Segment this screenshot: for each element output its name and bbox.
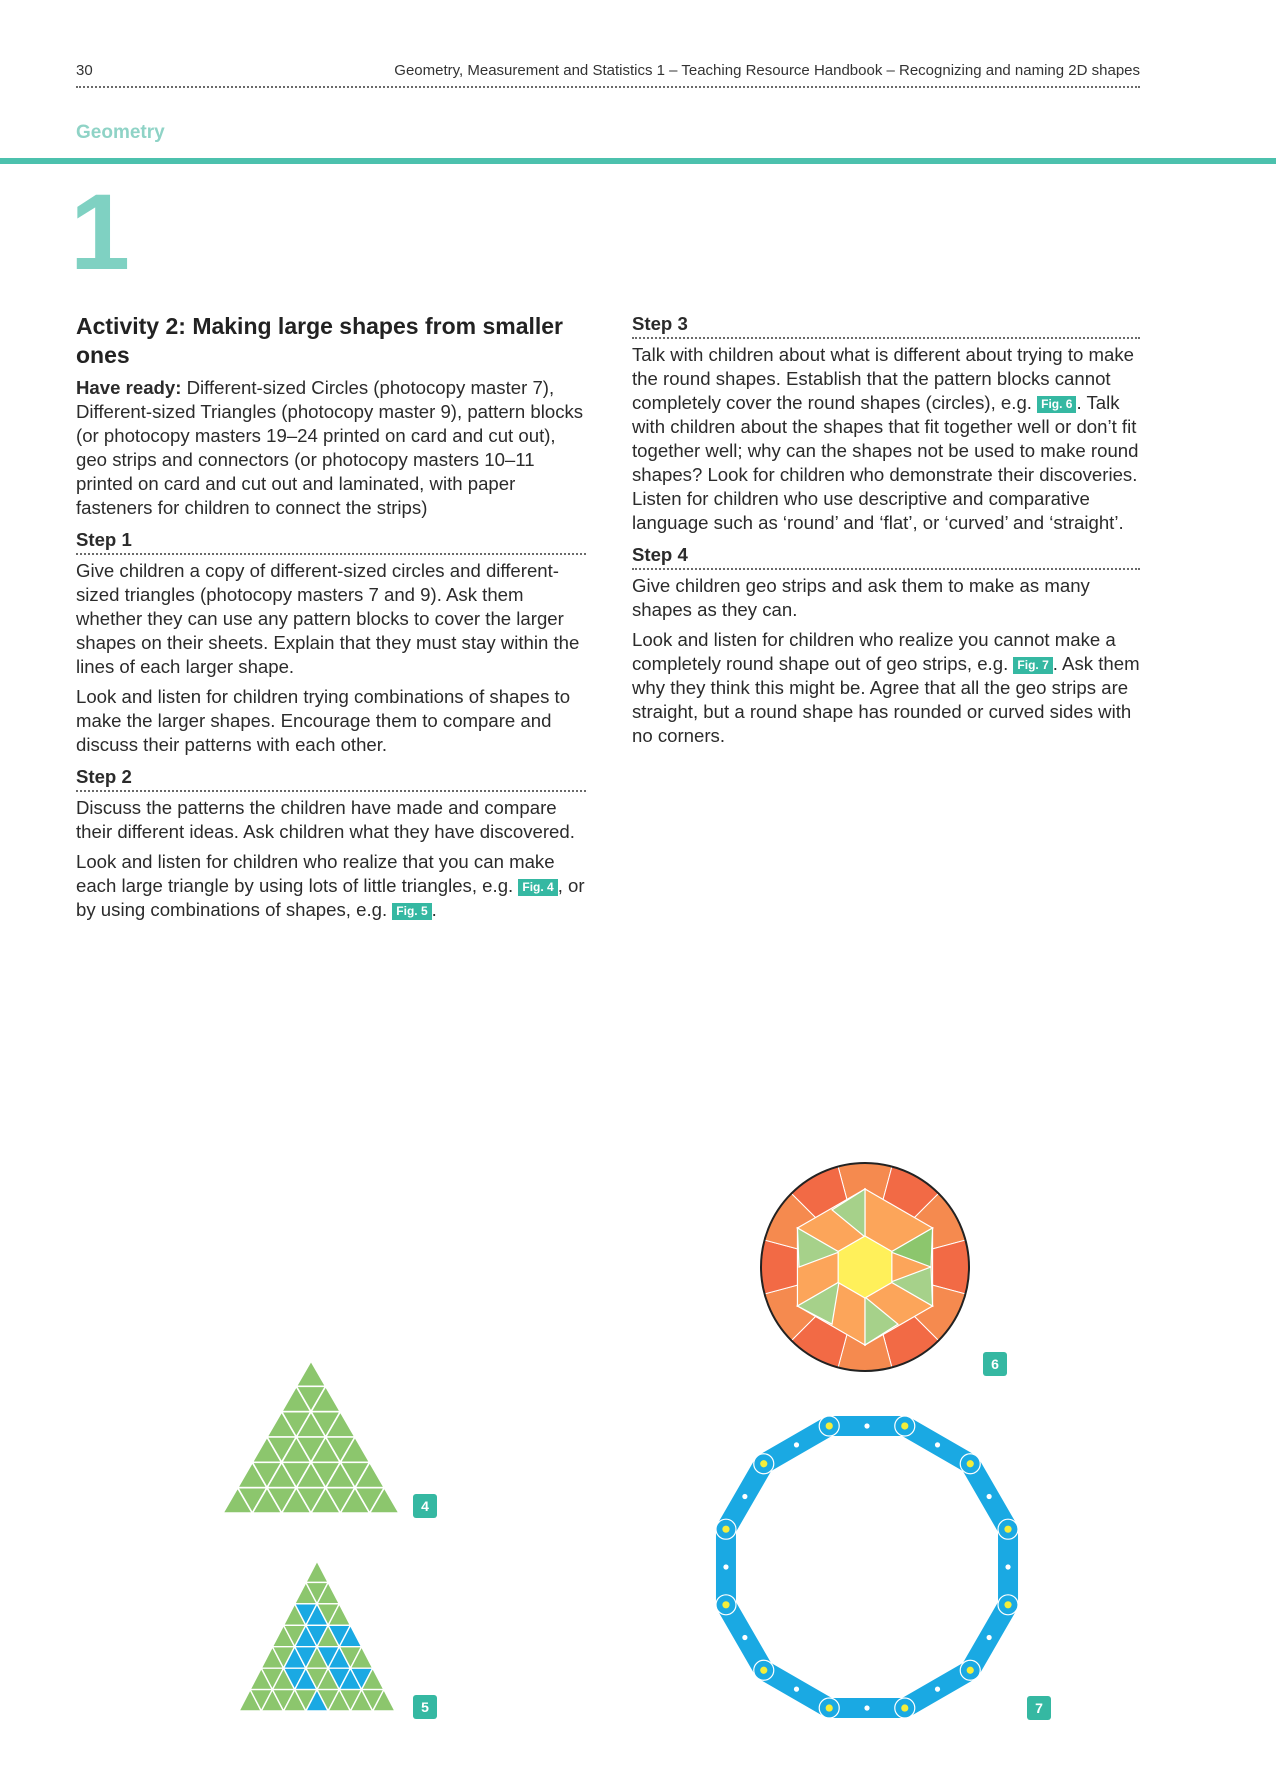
step-1-paragraph-2: Look and listen for children trying combinations of shapes to make the larger shapes. Encourage them to compare and discuss their patterns with each other. <box>76 686 571 755</box>
strip-hole <box>794 1687 799 1692</box>
strip-hole <box>935 1687 940 1692</box>
circle-fill-group <box>758 1160 972 1374</box>
step-2-paragraph-2 <box>76 850 586 922</box>
connector-fastener <box>967 1667 974 1674</box>
strip-hole <box>987 1635 992 1640</box>
figure-5-label: 5 <box>413 1695 437 1719</box>
step-4-text-b: . Ask them why they think this might be. Agree that all the geo strips are straight, but a round shape has rounded or curved sides with no corners. <box>632 653 1140 746</box>
strip-hole <box>1005 1564 1010 1569</box>
section-rule <box>0 158 1276 164</box>
figure-4-triangle-of-triangles <box>220 1358 402 1516</box>
fig-6-reference[interactable]: Fig. 6 <box>1037 396 1076 413</box>
figure-6-label: 6 <box>983 1352 1007 1376</box>
triangle-piece <box>306 1561 328 1582</box>
step-1-paragraph-1: Give children a copy of different-sized circles and different-sized triangles (photocopy masters 7 and 9). Ask them whether they can use any pattern blocks to cover the larger shapes on their sheets. Explain that they must stay within the lines of each larger shape. <box>76 560 580 677</box>
section-label: Geometry <box>76 122 165 143</box>
figure-7-geo-strips-polygon <box>710 1410 1024 1724</box>
step-2-text-a: Look and listen for children who realize that you can make each large triangle by using lots of little triangles, e.g. <box>76 851 555 896</box>
figure-6-circle-pattern <box>758 1160 972 1374</box>
step-1-heading: Step 1 <box>76 528 586 555</box>
connector-fastener <box>826 1422 833 1429</box>
strip-hole <box>935 1442 940 1447</box>
small-triangle <box>296 1361 325 1386</box>
strip-hole <box>723 1564 728 1569</box>
have-ready-paragraph <box>76 376 586 520</box>
page-header <box>76 62 1140 88</box>
step-4-text-a: Look and listen for children who realize you cannot make a completely round shape out of geo strips, e.g. <box>632 629 1116 674</box>
figure-7-label: 7 <box>1027 1696 1051 1720</box>
step-3-text-a: Talk with children about what is different about trying to make the round shapes. Establish that the pattern blocks cannot completely cover the round shapes (circles), e.g. <box>632 344 1134 413</box>
step-2-text-b: , or by using combinations of shapes, e.g. <box>76 875 585 920</box>
running-head: Geometry, Measurement and Statistics 1 – Teaching Resource Handbook – Recognizing and naming 2D shapes <box>394 62 1140 79</box>
fig-5-reference[interactable]: Fig. 5 <box>392 903 431 920</box>
right-column <box>632 312 1140 754</box>
step-4-paragraph-1: Give children geo strips and ask them to make as many shapes as they can. <box>632 575 1090 620</box>
strip-hole <box>987 1494 992 1499</box>
step-2-heading: Step 2 <box>76 765 586 792</box>
step-2-paragraph-1: Discuss the patterns the children have made and compare their different ideas. Ask children what they have discovered. <box>76 797 575 842</box>
chapter-number: 1 <box>70 171 131 292</box>
strip-hole <box>794 1442 799 1447</box>
left-column <box>76 312 586 928</box>
connector-fastener <box>1004 1526 1011 1533</box>
connector-fastener <box>826 1704 833 1711</box>
strip-hole <box>742 1635 747 1640</box>
strip-hole <box>864 1423 869 1428</box>
fig-4-reference[interactable]: Fig. 4 <box>518 879 557 896</box>
strip-hole <box>742 1494 747 1499</box>
figure-4-label: 4 <box>413 1494 437 1518</box>
connector-fastener <box>722 1601 729 1608</box>
step-3-text-b: . Talk with children about the shapes that fit together well or don’t fit together well; why can the shapes not be used to make round shapes? Look for children who demonstrate their discoveries. Listen for children who use descriptive and comparative language such as ‘round’ and ‘flat’, or ‘curved’ and ‘straight’. <box>632 392 1139 533</box>
step-3-heading: Step 3 <box>632 312 1140 339</box>
fig-7-reference[interactable]: Fig. 7 <box>1013 657 1052 674</box>
have-ready-label: Have ready: <box>76 377 182 398</box>
connector-fastener <box>1004 1601 1011 1608</box>
step-3-paragraph-1 <box>632 343 1140 535</box>
step-2-text-c: . <box>431 899 437 920</box>
activity-title: Activity 2: Making large shapes from smaller ones <box>76 313 564 368</box>
step-4-paragraph-2 <box>632 628 1140 748</box>
connector-fastener <box>901 1422 908 1429</box>
have-ready-text: Different-sized Circles (photocopy master 7), Different-sized Triangles (photocopy master 9), pattern blocks (or photocopy masters 19–24 printed on card and cut out), geo strips and connectors (or photocopy masters 10–11 printed on card and cut out and laminated, with paper fasteners for children to connect the strips) <box>76 377 584 518</box>
connector-fastener <box>901 1704 908 1711</box>
strip-hole <box>864 1705 869 1710</box>
step-4-heading: Step 4 <box>632 543 1140 570</box>
figure-5-combination-triangle <box>236 1558 398 1714</box>
connector-fastener <box>722 1526 729 1533</box>
connector-fastener <box>760 1667 767 1674</box>
connector-fastener <box>760 1460 767 1467</box>
page-number: 30 <box>76 62 93 79</box>
connector-fastener <box>967 1460 974 1467</box>
